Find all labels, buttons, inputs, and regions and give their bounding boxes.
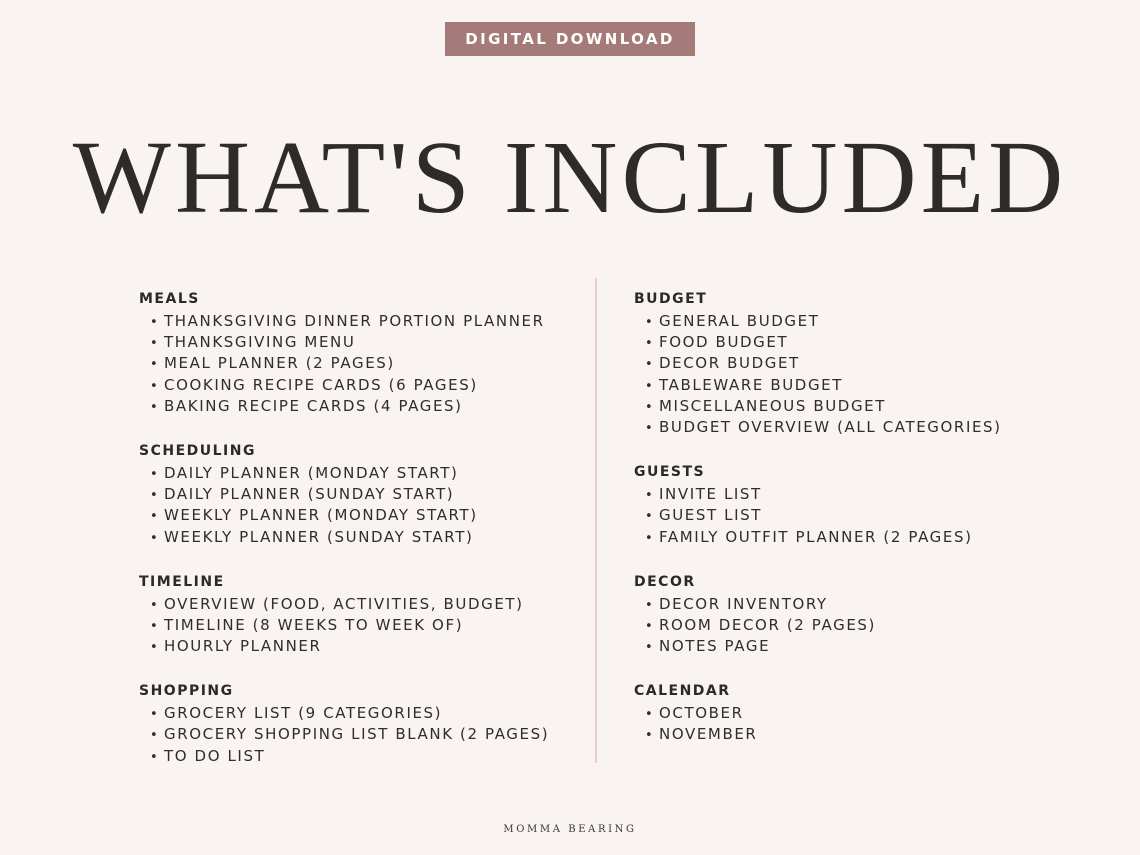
list-item bbox=[139, 527, 584, 548]
bullet-icon: • bbox=[645, 488, 655, 504]
section-heading: MEALS bbox=[139, 291, 200, 307]
list-item bbox=[139, 636, 584, 657]
brand-footer: MOMMA BEARING bbox=[503, 824, 637, 835]
bullet-icon: • bbox=[645, 707, 655, 723]
list-item-label: DAILY PLANNER (MONDAY START) bbox=[164, 463, 459, 482]
section-guests bbox=[634, 460, 1074, 548]
list-item bbox=[634, 396, 1074, 417]
item-list bbox=[634, 703, 1074, 745]
list-item-label: FAMILY OUTFIT PLANNER (2 PAGES) bbox=[659, 527, 973, 546]
bullet-icon: • bbox=[645, 618, 655, 634]
bullet-icon: • bbox=[150, 488, 160, 504]
list-item bbox=[634, 703, 1074, 724]
list-item-label: TO DO LIST bbox=[164, 746, 266, 765]
list-item-label: WEEKLY PLANNER (SUNDAY START) bbox=[164, 527, 474, 546]
list-item-label: DECOR INVENTORY bbox=[659, 594, 828, 613]
list-item bbox=[139, 724, 584, 745]
list-item-label: GROCERY SHOPPING LIST BLANK (2 PAGES) bbox=[164, 725, 550, 744]
section-decor bbox=[634, 570, 1074, 658]
item-list bbox=[139, 594, 584, 658]
list-item bbox=[139, 484, 584, 505]
bullet-icon: • bbox=[150, 378, 160, 394]
bullet-icon: • bbox=[150, 466, 160, 482]
item-list bbox=[139, 311, 584, 417]
list-item-label: WEEKLY PLANNER (MONDAY START) bbox=[164, 506, 478, 525]
list-item-label: FOOD BUDGET bbox=[659, 333, 789, 352]
section-meals bbox=[139, 287, 584, 417]
bullet-icon: • bbox=[645, 420, 655, 436]
bullet-icon: • bbox=[150, 357, 160, 373]
section-heading: SHOPPING bbox=[139, 683, 234, 700]
section-budget bbox=[634, 287, 1074, 438]
list-item bbox=[634, 615, 1074, 636]
list-item bbox=[139, 615, 584, 636]
list-item bbox=[139, 463, 584, 484]
list-item bbox=[634, 505, 1074, 526]
list-item-label: MEAL PLANNER (2 PAGES) bbox=[164, 354, 395, 373]
section-calendar bbox=[634, 679, 1074, 745]
section-scheduling bbox=[139, 439, 584, 548]
right-column bbox=[634, 287, 1074, 768]
list-item bbox=[634, 594, 1074, 615]
list-item-label: DECOR BUDGET bbox=[659, 354, 800, 373]
list-item bbox=[634, 353, 1074, 374]
section-heading: CALENDAR bbox=[634, 683, 731, 700]
bullet-icon: • bbox=[645, 336, 655, 352]
list-item bbox=[139, 332, 584, 353]
list-item-label: GUEST LIST bbox=[659, 506, 762, 525]
list-item bbox=[634, 375, 1074, 396]
section-shopping bbox=[139, 679, 584, 767]
bullet-icon: • bbox=[150, 509, 160, 525]
bullet-icon: • bbox=[150, 336, 160, 352]
list-item bbox=[634, 417, 1074, 438]
bullet-icon: • bbox=[150, 597, 160, 613]
bullet-icon: • bbox=[150, 315, 160, 330]
bullet-icon: • bbox=[645, 530, 655, 546]
section-heading: TIMELINE bbox=[139, 573, 225, 590]
page-title: WHAT'S INCLUDED bbox=[72, 120, 1068, 235]
list-item bbox=[139, 703, 584, 724]
list-item-label: TIMELINE (8 WEEKS TO WEEK OF) bbox=[164, 615, 464, 634]
list-item bbox=[634, 332, 1074, 353]
column-divider bbox=[595, 278, 597, 763]
list-item-label: THANKSGIVING DINNER PORTION PLANNER bbox=[164, 312, 545, 330]
list-item-label: NOTES PAGE bbox=[659, 637, 771, 656]
list-item-label: BUDGET OVERVIEW (ALL CATEGORIES) bbox=[659, 417, 1002, 436]
list-item-label: GROCERY LIST (9 CATEGORIES) bbox=[164, 704, 443, 723]
list-item bbox=[634, 724, 1074, 745]
bullet-icon: • bbox=[150, 530, 160, 546]
bullet-icon: • bbox=[150, 399, 160, 415]
bullet-icon: • bbox=[150, 749, 160, 765]
list-item bbox=[139, 746, 584, 767]
list-item-label: HOURLY PLANNER bbox=[164, 637, 322, 656]
list-item-label: OCTOBER bbox=[659, 704, 744, 723]
list-item-label: GENERAL BUDGET bbox=[659, 312, 820, 330]
section-heading: GUESTS bbox=[634, 464, 706, 481]
item-list bbox=[634, 311, 1074, 438]
list-item bbox=[634, 484, 1074, 505]
section-heading: BUDGET bbox=[634, 291, 708, 307]
section-heading: SCHEDULING bbox=[139, 442, 256, 459]
list-item-label: ROOM DECOR (2 PAGES) bbox=[659, 615, 876, 634]
bullet-icon: • bbox=[645, 399, 655, 415]
list-item bbox=[139, 353, 584, 374]
list-item-label: NOVEMBER bbox=[659, 725, 758, 744]
list-item bbox=[139, 375, 584, 396]
digital-download-badge: DIGITAL DOWNLOAD bbox=[445, 22, 695, 56]
bullet-icon: • bbox=[150, 707, 160, 723]
left-column bbox=[139, 287, 584, 789]
bullet-icon: • bbox=[645, 728, 655, 744]
list-item bbox=[139, 594, 584, 615]
bullet-icon: • bbox=[645, 315, 655, 330]
list-item-label: TABLEWARE BUDGET bbox=[659, 375, 844, 394]
list-item-label: THANKSGIVING MENU bbox=[164, 333, 356, 352]
section-heading: DECOR bbox=[634, 573, 696, 590]
bullet-icon: • bbox=[150, 640, 160, 656]
list-item bbox=[139, 396, 584, 417]
list-item-label: BAKING RECIPE CARDS (4 PAGES) bbox=[164, 396, 463, 415]
list-item bbox=[139, 505, 584, 526]
item-list bbox=[139, 703, 584, 767]
list-item-label: DAILY PLANNER (SUNDAY START) bbox=[164, 485, 455, 504]
item-list bbox=[634, 484, 1074, 548]
bullet-icon: • bbox=[645, 509, 655, 525]
bullet-icon: • bbox=[150, 728, 160, 744]
list-item bbox=[634, 527, 1074, 548]
list-item-label: COOKING RECIPE CARDS (6 PAGES) bbox=[164, 375, 478, 394]
bullet-icon: • bbox=[645, 640, 655, 656]
list-item-label: INVITE LIST bbox=[659, 485, 762, 504]
list-item bbox=[634, 636, 1074, 657]
item-list bbox=[634, 594, 1074, 658]
bullet-icon: • bbox=[645, 357, 655, 373]
list-item bbox=[139, 311, 584, 332]
list-item-label: OVERVIEW (FOOD, ACTIVITIES, BUDGET) bbox=[164, 594, 524, 613]
list-item-label: MISCELLANEOUS BUDGET bbox=[659, 396, 887, 415]
section-timeline bbox=[139, 570, 584, 658]
bullet-icon: • bbox=[150, 618, 160, 634]
item-list bbox=[139, 463, 584, 548]
list-item bbox=[634, 311, 1074, 332]
bullet-icon: • bbox=[645, 378, 655, 394]
bullet-icon: • bbox=[645, 597, 655, 613]
